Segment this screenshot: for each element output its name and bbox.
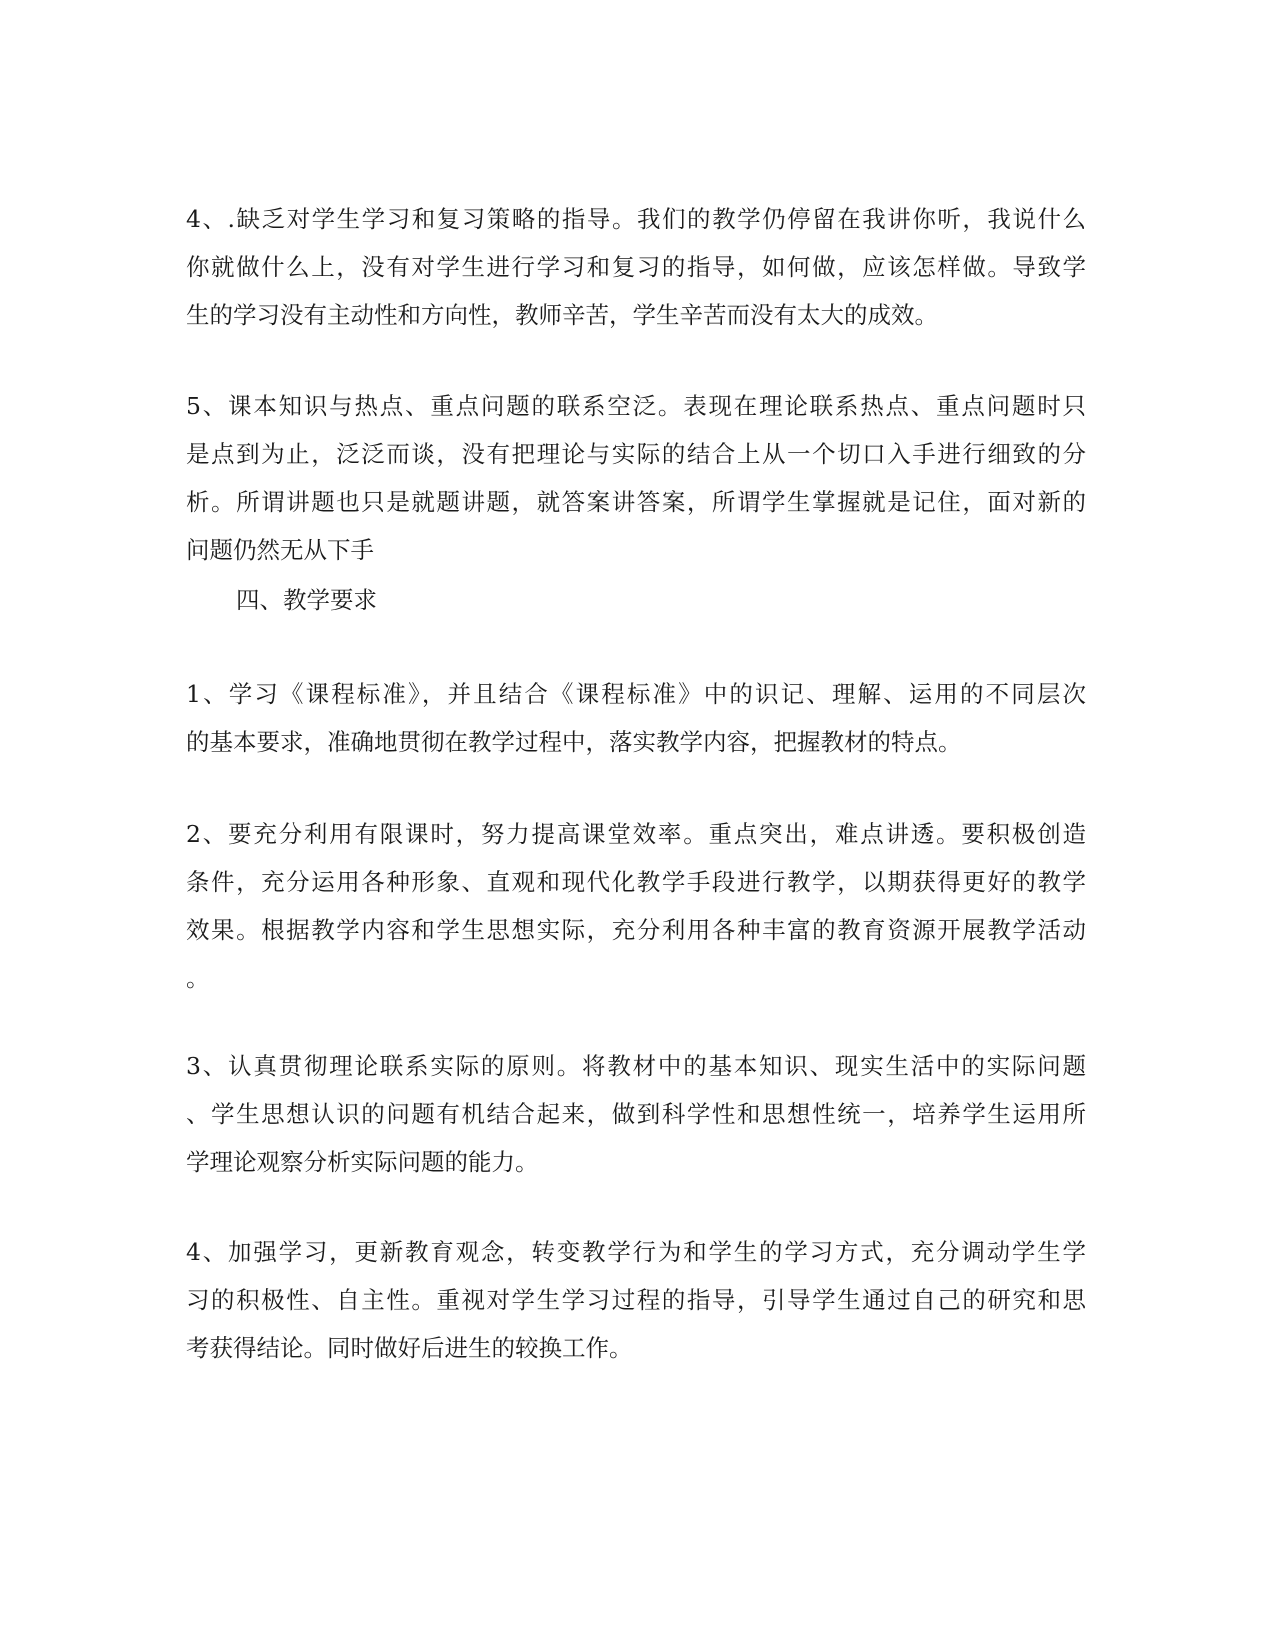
requirement-theory-practice xyxy=(186,1042,1086,1186)
paragraph-line: 析。所谓讲题也只是就题讲题，就答案讲答案，所谓学生掌握就是记住，面对新的 xyxy=(186,488,1086,516)
paragraph-line: 你就做什么上，没有对学生进行学习和复习的指导，如何做，应该怎样做。导致学 xyxy=(186,253,1086,281)
paragraph-line: 。 xyxy=(186,964,210,992)
paragraph-line: 学理论观察分析实际问题的能力。 xyxy=(186,1148,539,1176)
paragraph-line: 4、加强学习，更新教育观念，转变教学行为和学生的学习方式，充分调动学生学 xyxy=(186,1238,1086,1266)
section-heading-text: 四、教学要求 xyxy=(236,586,377,614)
requirement-update-concepts xyxy=(186,1228,1086,1372)
paragraph-lack-of-strategy-guidance xyxy=(186,195,1086,339)
paragraph-line: 条件，充分运用各种形象、直观和现代化教学手段进行教学，以期获得更好的教学 xyxy=(186,868,1086,896)
section-heading xyxy=(236,576,836,624)
paragraph-line: 5、课本知识与热点、重点问题的联系空泛。表现在理论联系热点、重点问题时只 xyxy=(186,392,1086,420)
requirement-curriculum-standard xyxy=(186,670,1086,766)
paragraph-line: 、学生思想认识的问题有机结合起来，做到科学性和思想性统一，培养学生运用所 xyxy=(186,1100,1086,1128)
paragraph-line: 4、.缺乏对学生学习和复习策略的指导。我们的教学仍停留在我讲你听，我说什么 xyxy=(186,205,1086,233)
paragraph-line: 效果。根据教学内容和学生思想实际，充分利用各种丰富的教育资源开展教学活动 xyxy=(186,916,1086,944)
paragraph-line: 考获得结论。同时做好后进生的较换工作。 xyxy=(186,1334,633,1362)
paragraph-line: 是点到为止，泛泛而谈，没有把理论与实际的结合上从一个切口入手进行细致的分 xyxy=(186,440,1086,468)
paragraph-line: 3、认真贯彻理论联系实际的原则。将教材中的基本知识、现实生活中的实际问题 xyxy=(186,1052,1086,1080)
paragraph-line: 2、要充分利用有限课时，努力提高课堂效率。重点突出，难点讲透。要积极创造 xyxy=(186,820,1086,848)
paragraph-line: 1、学习《课程标准》，并且结合《课程标准》中的识记、理解、运用的不同层次 xyxy=(186,680,1086,708)
paragraph-line: 生的学习没有主动性和方向性，教师辛苦，学生辛苦而没有太大的成效。 xyxy=(186,301,938,329)
paragraph-line: 问题仍然无从下手 xyxy=(186,536,374,564)
paragraph-hotspot-connection xyxy=(186,382,1086,574)
paragraph-line: 的基本要求，准确地贯彻在教学过程中，落实教学内容，把握教材的特点。 xyxy=(186,728,962,756)
requirement-class-efficiency xyxy=(186,810,1086,1002)
paragraph-line: 习的积极性、自主性。重视对学生学习过程的指导，引导学生通过自己的研究和思 xyxy=(186,1286,1086,1314)
